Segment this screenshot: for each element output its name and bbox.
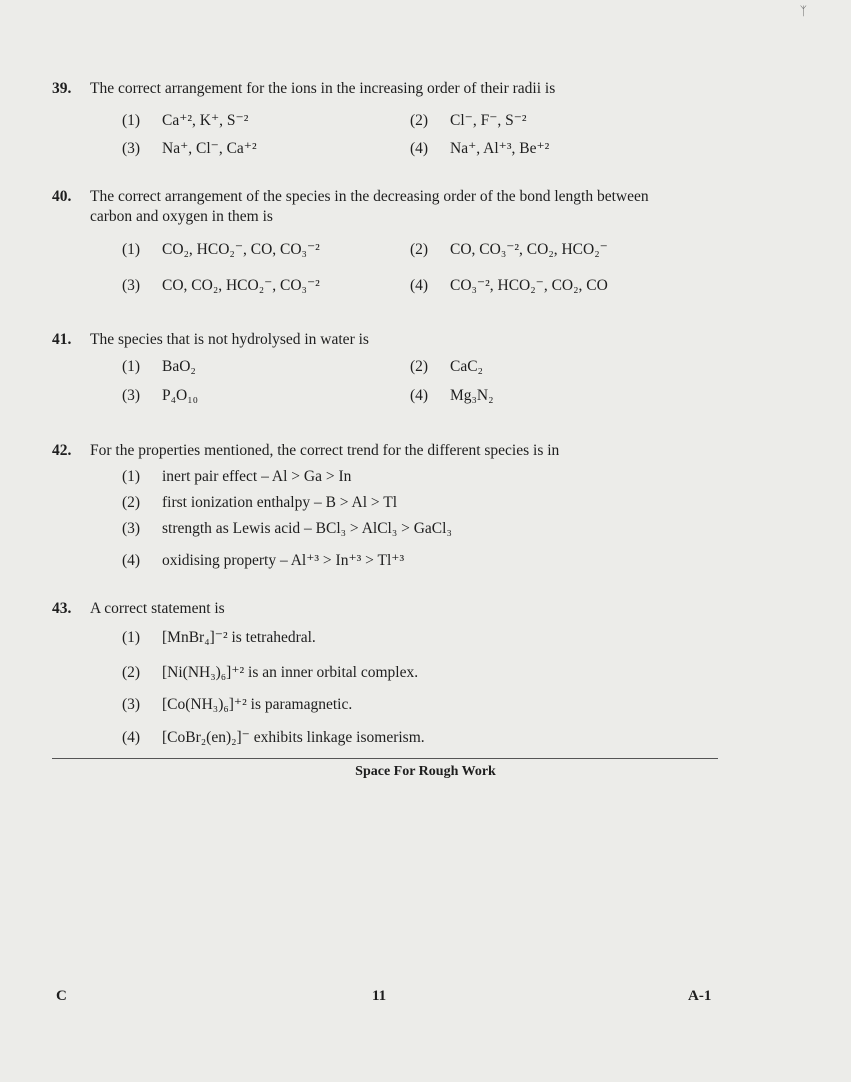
question-text: For the properties mentioned, the correct trend for the different species is in — [90, 442, 560, 459]
option: (3) P₄O₁₀ — [122, 387, 199, 404]
option: (4) oxidising property – Al⁺³ > In⁺³ > Tl⁺³ — [122, 552, 405, 569]
question-number: 40. — [52, 188, 72, 205]
option: (1) BaO₂ — [122, 358, 196, 375]
question-text: The species that is not hydrolysed in water is — [90, 331, 369, 348]
option: (4) [CoBr₂(en)₂]⁻ exhibits linkage isomerism. — [122, 729, 425, 746]
question-number: 39. — [52, 80, 72, 97]
option: (2) [Ni(NH₃)₆]⁺² is an inner orbital complex. — [122, 664, 419, 681]
option: (2) CaC₂ — [410, 358, 483, 375]
footer-right: A-1 — [688, 988, 712, 1004]
question-39 — [52, 80, 555, 98]
option: (2) Cl⁻, F⁻, S⁻² — [410, 112, 527, 129]
option: (1) Ca⁺², K⁺, S⁻² — [122, 112, 249, 129]
option: (2) CO, CO₃⁻², CO₂, HCO₂⁻ — [410, 241, 608, 258]
question-number: 41. — [52, 331, 72, 348]
rough-work-label: Space For Rough Work — [355, 764, 496, 779]
corner-mark: ᛉ — [799, 4, 807, 18]
question-text-line2: carbon and oxygen in them is — [90, 208, 273, 225]
option: (3) CO, CO₂, HCO₂⁻, CO₃⁻² — [122, 277, 320, 294]
page-number: 11 — [372, 988, 387, 1004]
question-text: The correct arrangement of the species in the decreasing order of the bond length between — [90, 188, 649, 205]
option: (1) [MnBr₄]⁻² is tetrahedral. — [122, 629, 316, 646]
question-40 — [52, 188, 649, 206]
option: (2) first ionization enthalpy – B > Al > Tl — [122, 494, 398, 511]
question-41 — [52, 331, 369, 349]
question-43 — [52, 600, 225, 618]
question-text: A correct statement is — [90, 600, 225, 617]
question-text: The correct arrangement for the ions in the increasing order of their radii is — [90, 80, 556, 97]
option: (4) Mg₃N₂ — [410, 387, 494, 404]
option: (4) CO₃⁻², HCO₂⁻, CO₂, CO — [410, 277, 608, 294]
question-42 — [52, 442, 559, 460]
option: (1) CO₂, HCO₂⁻, CO, CO₃⁻² — [122, 241, 320, 258]
option: (1) inert pair effect – Al > Ga > In — [122, 468, 352, 485]
option: (3) Na⁺, Cl⁻, Ca⁺² — [122, 140, 257, 157]
question-number: 43. — [52, 600, 72, 617]
divider — [52, 758, 718, 759]
option: (3) strength as Lewis acid – BCl₃ > AlCl₃ > GaCl₃ — [122, 520, 452, 537]
option: (4) Na⁺, Al⁺³, Be⁺² — [410, 140, 550, 157]
question-number: 42. — [52, 442, 72, 459]
footer-left: C — [56, 988, 67, 1004]
option: (3) [Co(NH₃)₆]⁺² is paramagnetic. — [122, 696, 353, 713]
